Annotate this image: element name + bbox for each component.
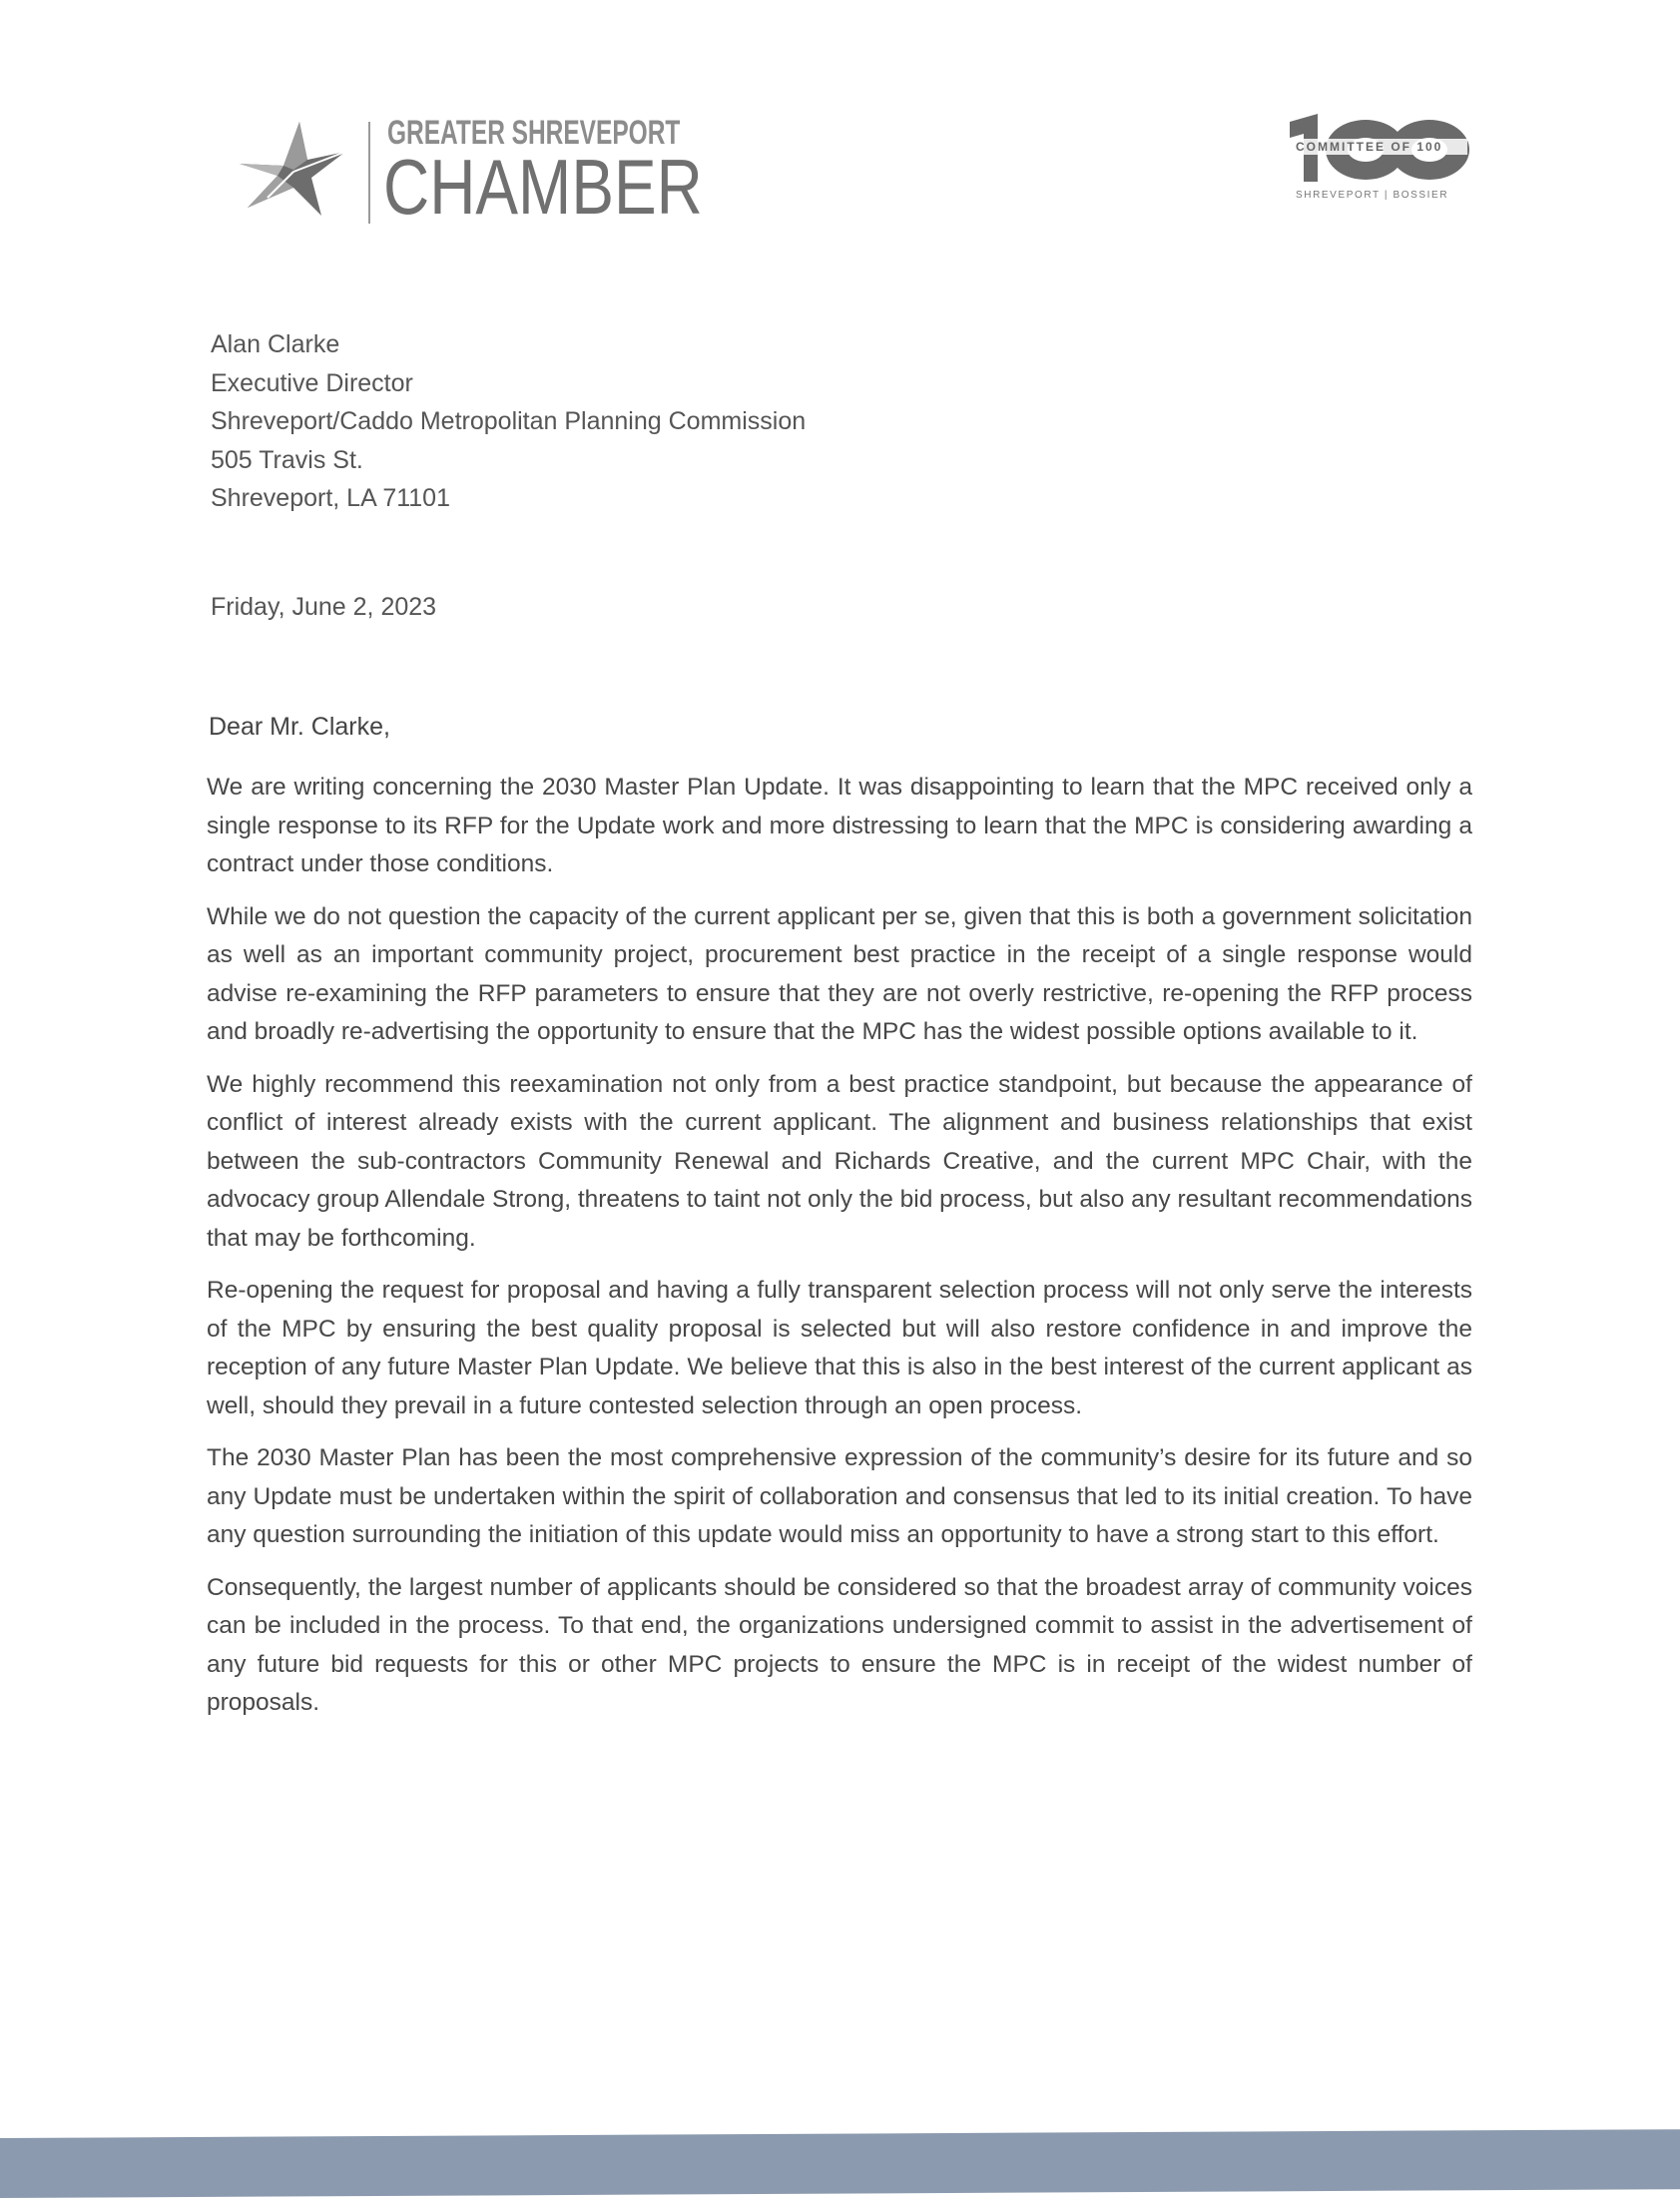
paragraph: We highly recommend this reexamination not only from a best practice standpoint, but because the appearance of conflict of interest already exists with the current applicant. The alignment and business relationships that exist between the sub-contractors Community Renewal and Richards Creative, and the current MPC Chair, with the advocacy group Allendale Strong, threatens to taint not only the bid process, but also any resultant recommendations that may be forthcoming. [207,1070,1472,1252]
scan-edge-band [0,2129,1680,2198]
logo-main-line: CHAMBER [383,143,703,231]
letter-body [207,769,1472,1737]
recipient-name: Alan Clarke [211,330,340,358]
recipient-title: Executive Director [211,368,413,397]
recipient-street: 505 Travis St. [211,445,363,474]
paragraph: Re-opening the request for proposal and having a fully transparent selection process will not only serve the interests of the MPC by ensuring the best quality proposal is selected but will also restore confidence in and improve the reception of any future Master Plan Update. We believe that this is also in the best interest of the current applicant as well, should they prevail in a future contested selection through an open process. [207,1277,1472,1419]
logo-divider [368,122,370,224]
paragraph: We are writing concerning the 2030 Master Plan Update. It was disappointing to learn that the MPC received only a single response to its RFP for the Update work and more distressing to learn that the MPC is considering awarding a contract under those conditions. [207,774,1472,877]
salutation: Dear Mr. Clarke, [209,713,390,741]
logo-top-line: GREATER SHREVEPORT [387,114,681,152]
paragraph: Consequently, the largest number of applicants should be considered so that the broadest array of community voices can be included in the process. To that end, the organizations undersigned commit to assist in the advertisement of any future bid requests for this or other MPC projects to ensure the MPC is in receipt of the widest number of proposals. [207,1573,1472,1716]
recipient-organization: Shreveport/Caddo Metropolitan Planning Commission [211,407,807,435]
recipient-address-block [211,325,806,518]
letter-date: Friday, June 2, 2023 [211,593,437,621]
paragraph: The 2030 Master Plan has been the most comprehensive expression of the community’s desire for its future and so any Update must be undertaken within the spirit of collaboration and consensus that led to its initial creation. To have any question surrounding the initiation of this update would miss an opportunity to have a strong start to this effort. [207,1444,1472,1548]
recipient-city-state-zip: Shreveport, LA 71101 [211,484,450,512]
committee-label: COMMITTEE OF 100 [1296,140,1443,154]
committee-of-100-logo [1284,112,1473,207]
star-icon [238,120,349,220]
committee-sub-label: SHREVEPORT | BOSSIER [1296,190,1449,201]
greater-shreveport-chamber-logo [238,112,703,231]
paragraph: While we do not question the capacity of the current applicant per se, given that this is both a government solicitation as well as an important community project, procurement best practice in the receipt of a single response would advise re-examining the RFP parameters to ensure that they are not overly restrictive, re-opening the RFP process and broadly re-advertising the opportunity to ensure that the MPC has the widest possible options available to it. [207,902,1472,1045]
